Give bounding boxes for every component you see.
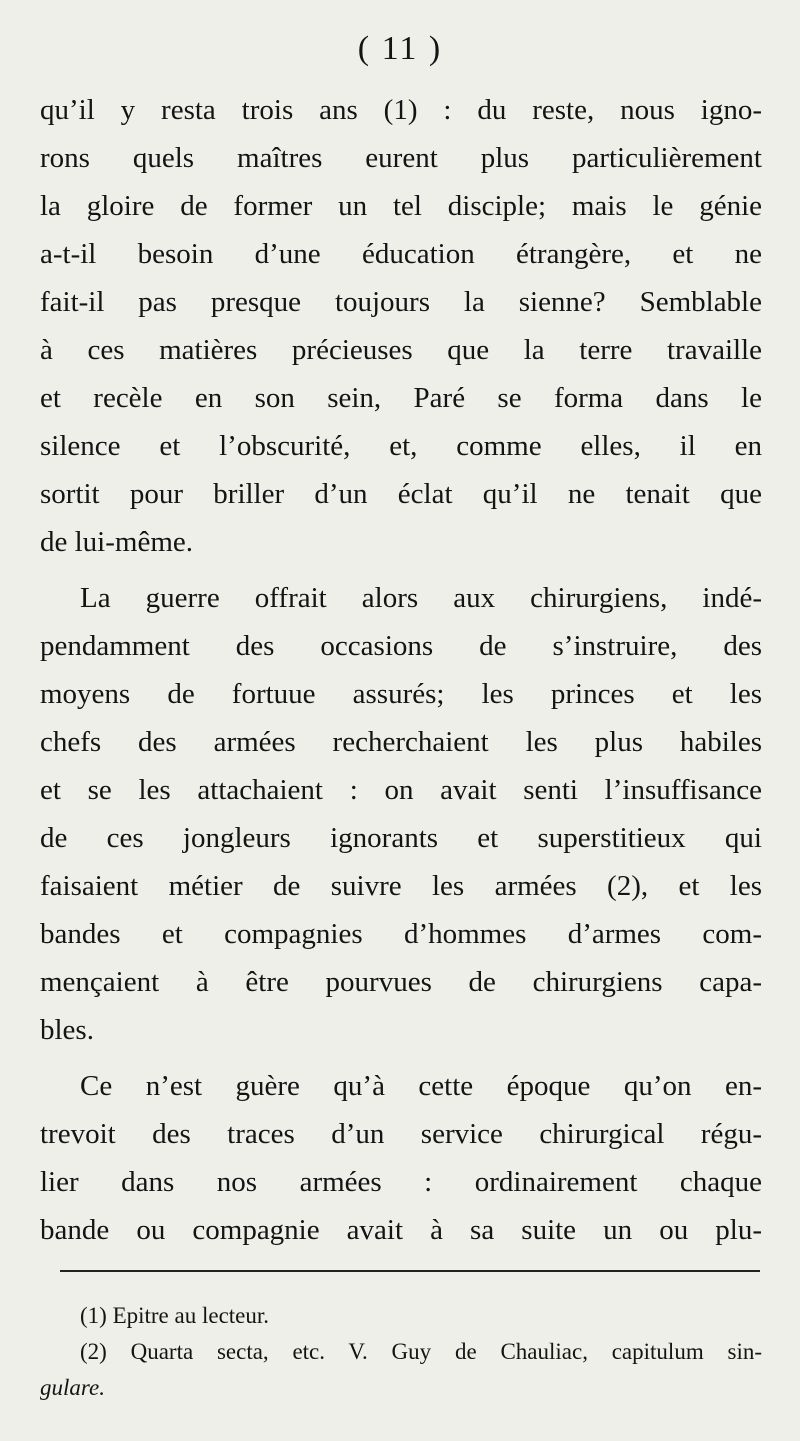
text-line: a-t-il besoin d’une éducation étrangère, et ne [40, 238, 762, 270]
text-line: fait-il pas presque toujours la sienne? Semblable [40, 286, 762, 318]
text-line: lier dans nos armées : ordinairement chaque [40, 1166, 762, 1198]
text-line: sortit pour briller d’un éclat qu’il ne tenait que [40, 478, 762, 510]
main-text [40, 86, 762, 1254]
footnote-2-continuation: gulare. [40, 1375, 105, 1400]
paragraph-gap [40, 1054, 762, 1062]
text-line: la gloire de former un tel disciple; mais le génie [40, 190, 762, 222]
text-line: rons quels maîtres eurent plus particulièrement [40, 142, 762, 174]
footnote-2: (2) Quarta secta, etc. V. Guy de Chauliac, capitulum sin- [80, 1339, 762, 1364]
text-line: bandes et compagnies d’hommes d’armes com- [40, 918, 762, 950]
text-line: de lui-même. [40, 526, 194, 558]
text-line: et recèle en son sein, Paré se forma dans le [40, 382, 762, 414]
text-line: mençaient à être pourvues de chirurgiens capa- [40, 966, 762, 998]
text-line: et se les attachaient : on avait senti l’insuffisance [40, 774, 762, 806]
text-line: La guerre offrait alors aux chirurgiens, indé- [80, 582, 762, 614]
text-line: silence et l’obscurité, et, comme elles, il en [40, 430, 762, 462]
text-line: de ces jongleurs ignorants et superstitieux qui [40, 822, 762, 854]
paragraph-gap [40, 566, 762, 574]
page-number: ( 11 ) [357, 30, 443, 67]
text-line: faisaient métier de suivre les armées (2), et les [40, 870, 762, 902]
text-line: bande ou compagnie avait à sa suite un ou plu- [40, 1214, 762, 1246]
text-line: moyens de fortuue assurés; les princes et les [40, 678, 762, 710]
text-line: trevoit des traces d’un service chirurgical régu- [40, 1118, 762, 1150]
text-line: pendamment des occasions de s’instruire, des [40, 630, 762, 662]
text-line: qu’il y resta trois ans (1) : du reste, nous igno- [40, 94, 762, 126]
text-line: Ce n’est guère qu’à cette époque qu’on en- [80, 1070, 762, 1102]
text-line: chefs des armées recherchaient les plus habiles [40, 726, 762, 758]
footnote-1: (1) Epitre au lecteur. [80, 1303, 270, 1328]
text-line: à ces matières précieuses que la terre travaille [40, 334, 762, 366]
footnote-divider [60, 1270, 760, 1272]
text-line: bles. [40, 1014, 94, 1046]
footnotes [40, 1298, 762, 1406]
